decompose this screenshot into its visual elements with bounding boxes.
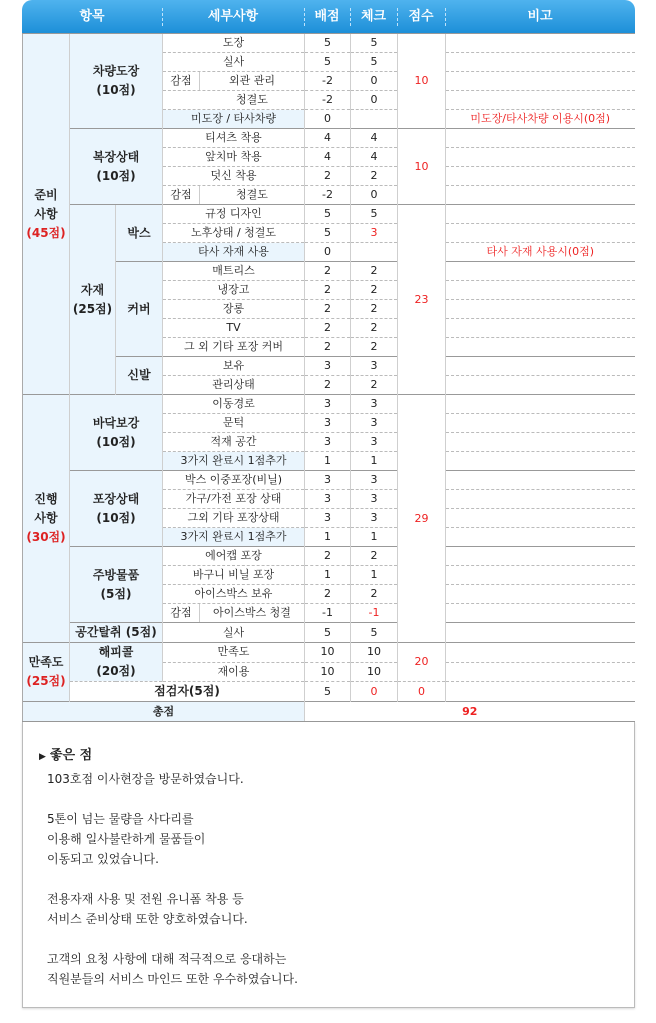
note-cell [446, 262, 635, 281]
note-cell [446, 129, 635, 148]
detail-cell: 도장 [163, 34, 305, 53]
base-cell: 3 [305, 433, 351, 452]
base-cell: 5 [305, 682, 351, 702]
check-cell: 3 [351, 395, 398, 414]
section-proc [23, 395, 70, 643]
detail-cell: 규정 디자인 [163, 205, 305, 224]
base-cell: 0 [305, 243, 351, 262]
note-cell [446, 414, 635, 433]
check-cell: 1 [351, 528, 398, 547]
base-cell: 3 [305, 490, 351, 509]
table-row [23, 547, 635, 566]
group-inspector: 점검자(5점) [70, 682, 305, 702]
group-cover: 커버 [116, 262, 163, 357]
note-cell [446, 167, 635, 186]
note-cell [446, 357, 635, 376]
base-cell: 5 [305, 53, 351, 72]
check-cell: 3 [351, 433, 398, 452]
note-cell [446, 471, 635, 490]
base-cell: 4 [305, 148, 351, 167]
table-header [22, 0, 635, 33]
base-cell: 2 [305, 167, 351, 186]
check-cell [351, 110, 398, 129]
note-cell [446, 34, 635, 53]
total-row [23, 702, 635, 722]
check-cell: 2 [351, 547, 398, 566]
comment-line: 서비스 준비상태 또한 양호하였습니다. [47, 912, 248, 926]
comment-line: 이용해 일사불란하게 물품들이 [47, 832, 206, 846]
note-cell [446, 547, 635, 566]
group-material: 자재 (25점) [70, 205, 116, 395]
score-proc: 29 [398, 395, 446, 643]
group-floor: 바닥보강 (10점) [70, 395, 163, 471]
check-cell: 2 [351, 300, 398, 319]
base-cell: 1 [305, 452, 351, 471]
check-cell: 3 [351, 224, 398, 243]
detail-cell: 바구니 비닐 포장 [163, 566, 305, 585]
base-cell: 2 [305, 300, 351, 319]
check-cell: 1 [351, 452, 398, 471]
base-cell: 5 [305, 623, 351, 643]
note-cell [446, 566, 635, 585]
note-cell [446, 662, 635, 682]
base-cell: 10 [305, 662, 351, 682]
group-kitchen: 주방물품 (5점) [70, 547, 163, 623]
note-cell [446, 452, 635, 471]
table-row [23, 395, 635, 414]
check-cell: 2 [351, 281, 398, 300]
base-cell: 0 [305, 110, 351, 129]
section-sat [23, 643, 70, 702]
detail-cell-deduct [163, 72, 305, 91]
note-cell [446, 186, 635, 205]
total-value: 92 [305, 702, 635, 722]
detail-cell: 장롱 [163, 300, 305, 319]
section-prep [23, 34, 70, 395]
check-cell: 3 [351, 471, 398, 490]
detail-cell: 냉장고 [163, 281, 305, 300]
check-cell: 2 [351, 338, 398, 357]
check-cell: 0 [351, 682, 398, 702]
base-cell: 3 [305, 471, 351, 490]
note-cell [446, 53, 635, 72]
group-attire: 복장상태 (10점) [70, 129, 163, 205]
group-vehicle: 차량도장 (10점) [70, 34, 163, 129]
score-vehicle: 10 [398, 34, 446, 129]
comment-title-text: 좋은 점 [49, 748, 93, 763]
note-cell: 타사 자재 사용시(0점) [446, 243, 635, 262]
detail-cell: 보유 [163, 357, 305, 376]
note-cell [446, 433, 635, 452]
table-row [23, 129, 635, 148]
group-happy: 해피콜 (20점) [70, 643, 163, 682]
deduct-label: 감점 [163, 604, 200, 622]
comment-line: 고객의 요청 사항에 대해 적극적으로 응대하는 [47, 952, 287, 966]
note-cell [446, 224, 635, 243]
detail-cell: 이동경로 [163, 395, 305, 414]
detail-cell: 3가지 완료시 1점추가 [163, 528, 305, 547]
base-cell: 10 [305, 643, 351, 663]
check-cell: 5 [351, 53, 398, 72]
base-cell: 4 [305, 129, 351, 148]
base-cell: -2 [305, 72, 351, 91]
note-cell [446, 281, 635, 300]
detail-cell-deduct [163, 91, 305, 110]
detail-text: 청결도 [236, 188, 268, 201]
note-cell [446, 682, 635, 702]
base-cell: 2 [305, 376, 351, 395]
detail-text: 아이스박스 청결 [213, 606, 291, 619]
note-cell [446, 528, 635, 547]
base-cell: 3 [305, 395, 351, 414]
base-cell: 5 [305, 224, 351, 243]
group-space: 공간탈취 (5점) [70, 623, 163, 643]
header-detail: 세부사항 [207, 9, 259, 24]
note-cell [446, 91, 635, 110]
detail-cell: 실사 [163, 623, 305, 643]
comment-title [39, 744, 92, 763]
deduct-label: 감점 [163, 186, 200, 204]
detail-cell: 3가지 완료시 1점추가 [163, 452, 305, 471]
note-cell [446, 604, 635, 623]
comment-line: 이동되고 있었습니다. [47, 852, 159, 866]
group-shoes: 신발 [116, 357, 163, 395]
detail-cell: 박스 이중포장(비닐) [163, 471, 305, 490]
comment-box [22, 722, 635, 1008]
check-cell: 1 [351, 566, 398, 585]
note-cell [446, 72, 635, 91]
note-cell [446, 395, 635, 414]
note-cell [446, 205, 635, 224]
comment-line: 103호점 이사현장을 방문하였습니다. [47, 772, 244, 786]
detail-cell-deduct [163, 604, 305, 623]
deduct-label: 감점 [163, 72, 200, 90]
detail-cell: 미도장 / 타사차량 [163, 110, 305, 129]
section-prep-name: 준비 사항 [34, 187, 58, 221]
check-cell: 2 [351, 167, 398, 186]
table-row [23, 34, 635, 53]
comment-line: 5톤이 넘는 물량을 사다리를 [47, 812, 194, 826]
score-attire: 10 [398, 129, 446, 205]
base-cell: -2 [305, 91, 351, 110]
base-cell: 2 [305, 281, 351, 300]
header-score: 점수 [408, 9, 434, 24]
note-cell [446, 300, 635, 319]
check-cell: 2 [351, 319, 398, 338]
base-cell: 2 [305, 262, 351, 281]
detail-cell: 아이스박스 보유 [163, 585, 305, 604]
check-cell: 2 [351, 585, 398, 604]
base-cell: 2 [305, 585, 351, 604]
detail-text: 청결도 [236, 93, 268, 106]
header-note: 비고 [527, 9, 553, 24]
check-cell: 2 [351, 376, 398, 395]
check-cell: -1 [351, 604, 398, 623]
group-pack: 포장상태 (10점) [70, 471, 163, 547]
check-cell: 10 [351, 662, 398, 682]
section-prep-points: (45점) [26, 225, 66, 240]
score-material: 23 [398, 205, 446, 395]
bullet-triangle-icon: ▶ [39, 752, 46, 762]
table-row [23, 471, 635, 490]
score-sat: 20 [398, 643, 446, 682]
check-cell: 10 [351, 643, 398, 663]
note-cell: 미도장/타사차량 이용시(0점) [446, 110, 635, 129]
table-row [23, 643, 635, 663]
header-base: 배점 [314, 9, 340, 24]
detail-cell: 그 외 기타 포장 커버 [163, 338, 305, 357]
base-cell: 2 [305, 319, 351, 338]
table-row [23, 623, 635, 643]
note-cell [446, 490, 635, 509]
note-cell [446, 643, 635, 663]
check-cell: 5 [351, 34, 398, 53]
check-cell: 0 [351, 72, 398, 91]
detail-cell: 그외 기타 포장상태 [163, 509, 305, 528]
detail-cell-deduct [163, 186, 305, 205]
detail-cell: 덧신 착용 [163, 167, 305, 186]
detail-cell: 앞치마 착용 [163, 148, 305, 167]
base-cell: 2 [305, 338, 351, 357]
check-cell: 4 [351, 148, 398, 167]
check-cell: 0 [351, 186, 398, 205]
note-cell [446, 338, 635, 357]
base-cell: -2 [305, 186, 351, 205]
check-cell: 5 [351, 623, 398, 643]
check-cell: 3 [351, 357, 398, 376]
score-table [22, 33, 635, 722]
base-cell: 1 [305, 528, 351, 547]
base-cell: 3 [305, 414, 351, 433]
comment-line: 전용자재 사용 및 전원 유니폼 착용 등 [47, 892, 244, 906]
base-cell: 3 [305, 357, 351, 376]
detail-cell: 에어캡 포장 [163, 547, 305, 566]
note-cell [446, 509, 635, 528]
check-cell: 5 [351, 205, 398, 224]
section-proc-points: (30점) [26, 530, 66, 544]
detail-cell: 타사 자재 사용 [163, 243, 305, 262]
base-cell: 3 [305, 509, 351, 528]
header-check: 체크 [360, 9, 387, 24]
detail-cell: 노후상태 / 청결도 [163, 224, 305, 243]
base-cell: 1 [305, 566, 351, 585]
check-cell [351, 243, 398, 262]
section-proc-name: 진행 사항 [34, 492, 58, 525]
section-sat-points: (25점) [26, 674, 66, 688]
check-cell: 2 [351, 262, 398, 281]
comment-line: 직원분들의 서비스 마인드 또한 우수하였습니다. [47, 972, 298, 986]
base-cell: -1 [305, 604, 351, 623]
check-cell: 3 [351, 509, 398, 528]
detail-cell: TV [163, 319, 305, 338]
check-cell: 3 [351, 490, 398, 509]
detail-cell: 관리상태 [163, 376, 305, 395]
note-cell [446, 376, 635, 395]
check-cell: 4 [351, 129, 398, 148]
base-cell: 5 [305, 205, 351, 224]
check-cell: 3 [351, 414, 398, 433]
detail-cell: 재이용 [163, 662, 305, 682]
note-cell [446, 585, 635, 604]
group-box: 박스 [116, 205, 163, 262]
table-row [23, 682, 635, 702]
detail-text: 외관 관리 [228, 74, 275, 87]
inspection-sheet [22, 0, 635, 1008]
table-row [23, 205, 635, 224]
base-cell: 2 [305, 547, 351, 566]
detail-cell: 적재 공간 [163, 433, 305, 452]
total-label: 총점 [23, 702, 305, 722]
score-inspector: 0 [398, 682, 446, 702]
section-sat-name: 만족도 [28, 655, 64, 669]
note-cell [446, 148, 635, 167]
note-cell [446, 319, 635, 338]
check-cell: 0 [351, 91, 398, 110]
detail-cell: 만족도 [163, 643, 305, 663]
detail-cell: 실사 [163, 53, 305, 72]
note-cell [446, 623, 635, 643]
header-item: 항목 [79, 9, 105, 24]
detail-cell: 매트리스 [163, 262, 305, 281]
detail-cell: 티셔츠 착용 [163, 129, 305, 148]
base-cell: 5 [305, 34, 351, 53]
detail-cell: 가구/가전 포장 상태 [163, 490, 305, 509]
detail-cell: 문턱 [163, 414, 305, 433]
